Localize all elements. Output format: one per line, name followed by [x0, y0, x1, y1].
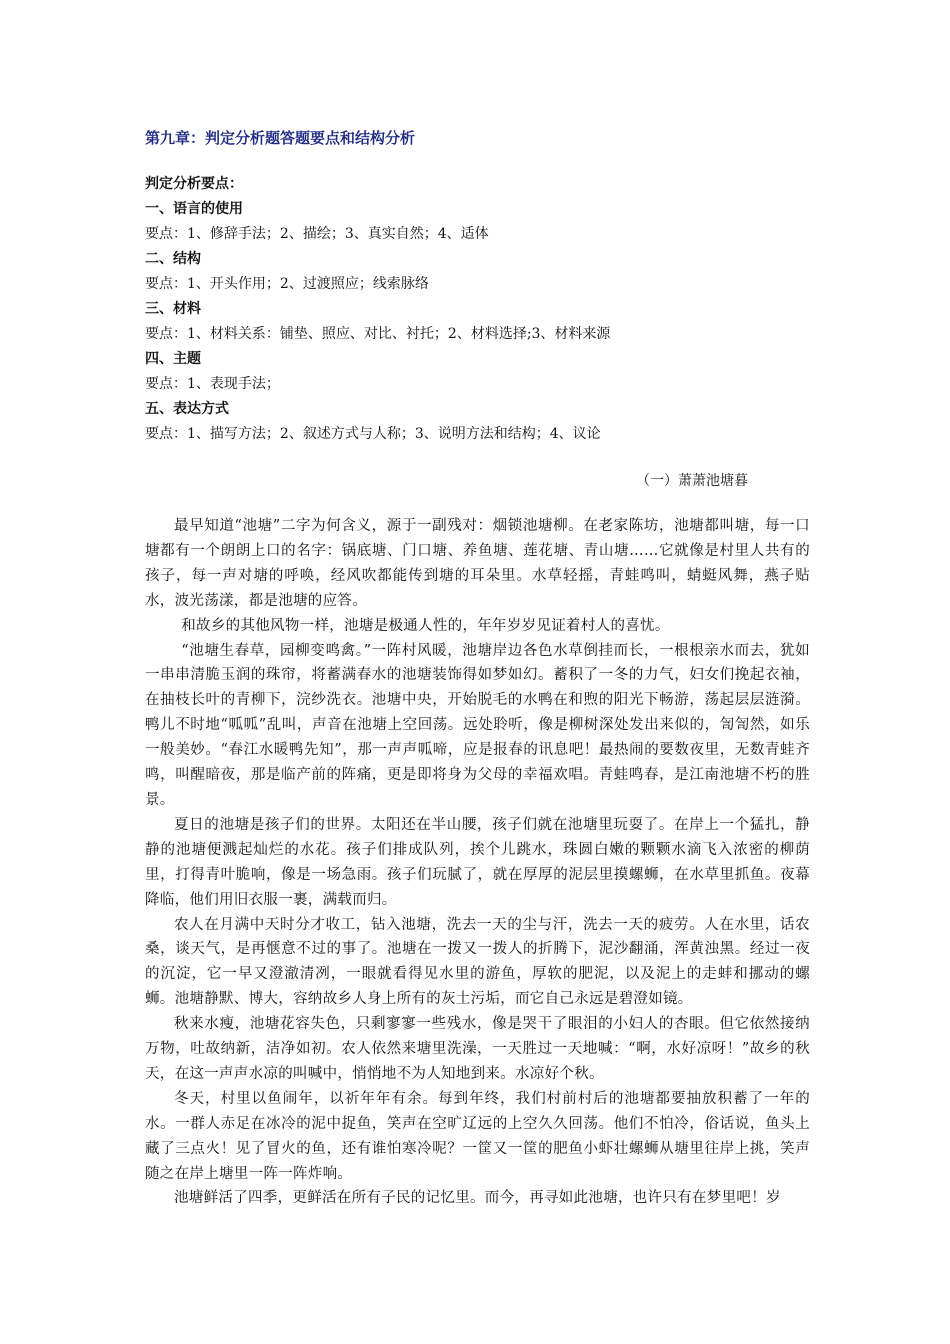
- chapter-title: 第九章：判定分析题答题要点和结构分析: [145, 129, 416, 147]
- section-points: 要点：1、修辞手法；2、描绘；3、真实自然；4、适体: [145, 226, 489, 242]
- essay-paragraph: 和故乡的其他风物一样，池塘是极通人性的，年年岁岁见证着村人的喜忧。: [181, 617, 670, 634]
- analysis-summary: [145, 172, 825, 447]
- essay-paragraph: 秋来水瘦，池塘花容失色，只剩寥寥一些残水，像是哭干了眼泪的小妇人的杏眼。但它依然接纳万物，吐故纳新，洁净如初。农人依然来塘里洗澡，一天胜过一天地喊：“啊，水好凉呀！”故乡的秋天，在这一声声水凉的叫喊中，悄悄地不为人知地到来。水凉好个秋。: [145, 1016, 810, 1082]
- section-title: 三、材料: [145, 301, 201, 317]
- section-points: 要点：1、表现手法；: [145, 376, 280, 392]
- essay-paragraph: 冬天，村里以鱼闹年，以祈年年有余。每到年终，我们村前村后的池塘都要抽放积蓄了一年的水。一群人赤足在冰冷的泥中捉鱼，笑声在空旷辽远的上空久久回荡。他们不怕冷，俗话说，鱼头上藏了三点火！见了冒火的鱼，还有谁怕寒冷呢？一筐又一筐的肥鱼小虾壮螺蛳从塘里往岸上挑，笑声随之在岸上塘里一阵一阵炸响。: [145, 1090, 810, 1182]
- essay-paragraph: “池塘生春草，园柳变鸣禽。”一阵村风暖，池塘岸边各色水草倒挂而长，一根根亲水而去，犹如一串串清脆玉润的珠帘，将蓄满春水的池塘装饰得如梦如幻。蓄积了一冬的力气，妇女们挽起衣袖，在抽枝长叶的青柳下，浣纱洗衣。池塘中央，开始脱毛的水鸭在和煦的阳光下畅游，荡起层层涟漪。鸭儿不时地“呱呱”乱叫，声音在池塘上空回荡。远处聆听，像是柳树深处发出来似的，訇訇然，如乐一般美妙。“春江水暖鸭先知”，那一声声呱啼，应是报春的讯息吧！最热闹的要数夜里，无数青蛙齐鸣，叫醒暗夜，那是临产前的阵痛，更是即将身为父母的幸福欢唱。青蛙鸣春，是江南池塘不朽的胜景。: [145, 642, 810, 808]
- essay-paragraph: 最早知道“池塘”二字为何含义，源于一副残对：烟锁池塘柳。在老家陈坊，池塘都叫塘，每一口塘都有一个朗朗上口的名字：锅底塘、门口塘、养鱼塘、莲花塘、青山塘……它就像是村里人共有的孩子，每一声对塘的呼唤，经风吹都能传到塘的耳朵里。水草轻摇，青蛙鸣叫，蜻蜓风舞，燕子贴水，波光荡漾，都是池塘的应答。: [145, 518, 810, 609]
- section-title: 四、主题: [145, 351, 201, 367]
- section-points: 要点：1、描写方法；2、叙述方式与人称；3、说明方法和结构；4、议论: [145, 426, 601, 442]
- essay-paragraph: 池塘鲜活了四季，更鲜活在所有子民的记忆里。而今，再寻如此池塘，也许只有在梦里吧！岁: [174, 1190, 781, 1207]
- section-title: 五、表达方式: [145, 401, 229, 417]
- section-points: 要点：1、开头作用；2、过渡照应；线索脉络: [145, 276, 429, 292]
- section-title: 一、语言的使用: [145, 201, 243, 217]
- essay-subtitle: （一）萧萧池塘暮: [636, 473, 748, 489]
- essay-paragraph: 夏日的池塘是孩子们的世界。太阳还在半山腰，孩子们就在池塘里玩耍了。在岸上一个猛扎，静静的池塘便溅起灿烂的水花。孩子们排成队列，挨个儿跳水，珠圆白嫩的颗颗水滴飞入浓密的柳荫里，打得青叶脆响，像是一场急雨。孩子们玩腻了，就在厚厚的泥层里摸螺蛳，在水草里抓鱼。夜幕降临，他们用旧衣服一裹，满载而归。: [145, 816, 810, 908]
- essay-body: [145, 514, 810, 1211]
- summary-heading: 判定分析要点：: [145, 176, 243, 192]
- section-title: 二、结构: [145, 251, 201, 267]
- essay-paragraph: 农人在月满中天时分才收工，钻入池塘，洗去一天的尘与汗，洗去一天的疲劳。人在水里，话农桑，谈天气，是再惬意不过的事了。池塘在一拨又一拨人的折腾下，泥沙翻涌，浑黄浊黑。经过一夜的沉淀，它一早又澄澈清冽，一眼就看得见水里的游鱼，厚软的肥泥，以及泥上的走蚌和挪动的螺蛳。池塘静默、博大，容纳故乡人身上所有的灰土污垢，而它自己永远是碧澄如镜。: [145, 916, 810, 1008]
- section-points: 要点：1、材料关系：铺垫、照应、对比、衬托；2、材料选择;3、材料来源: [145, 326, 611, 342]
